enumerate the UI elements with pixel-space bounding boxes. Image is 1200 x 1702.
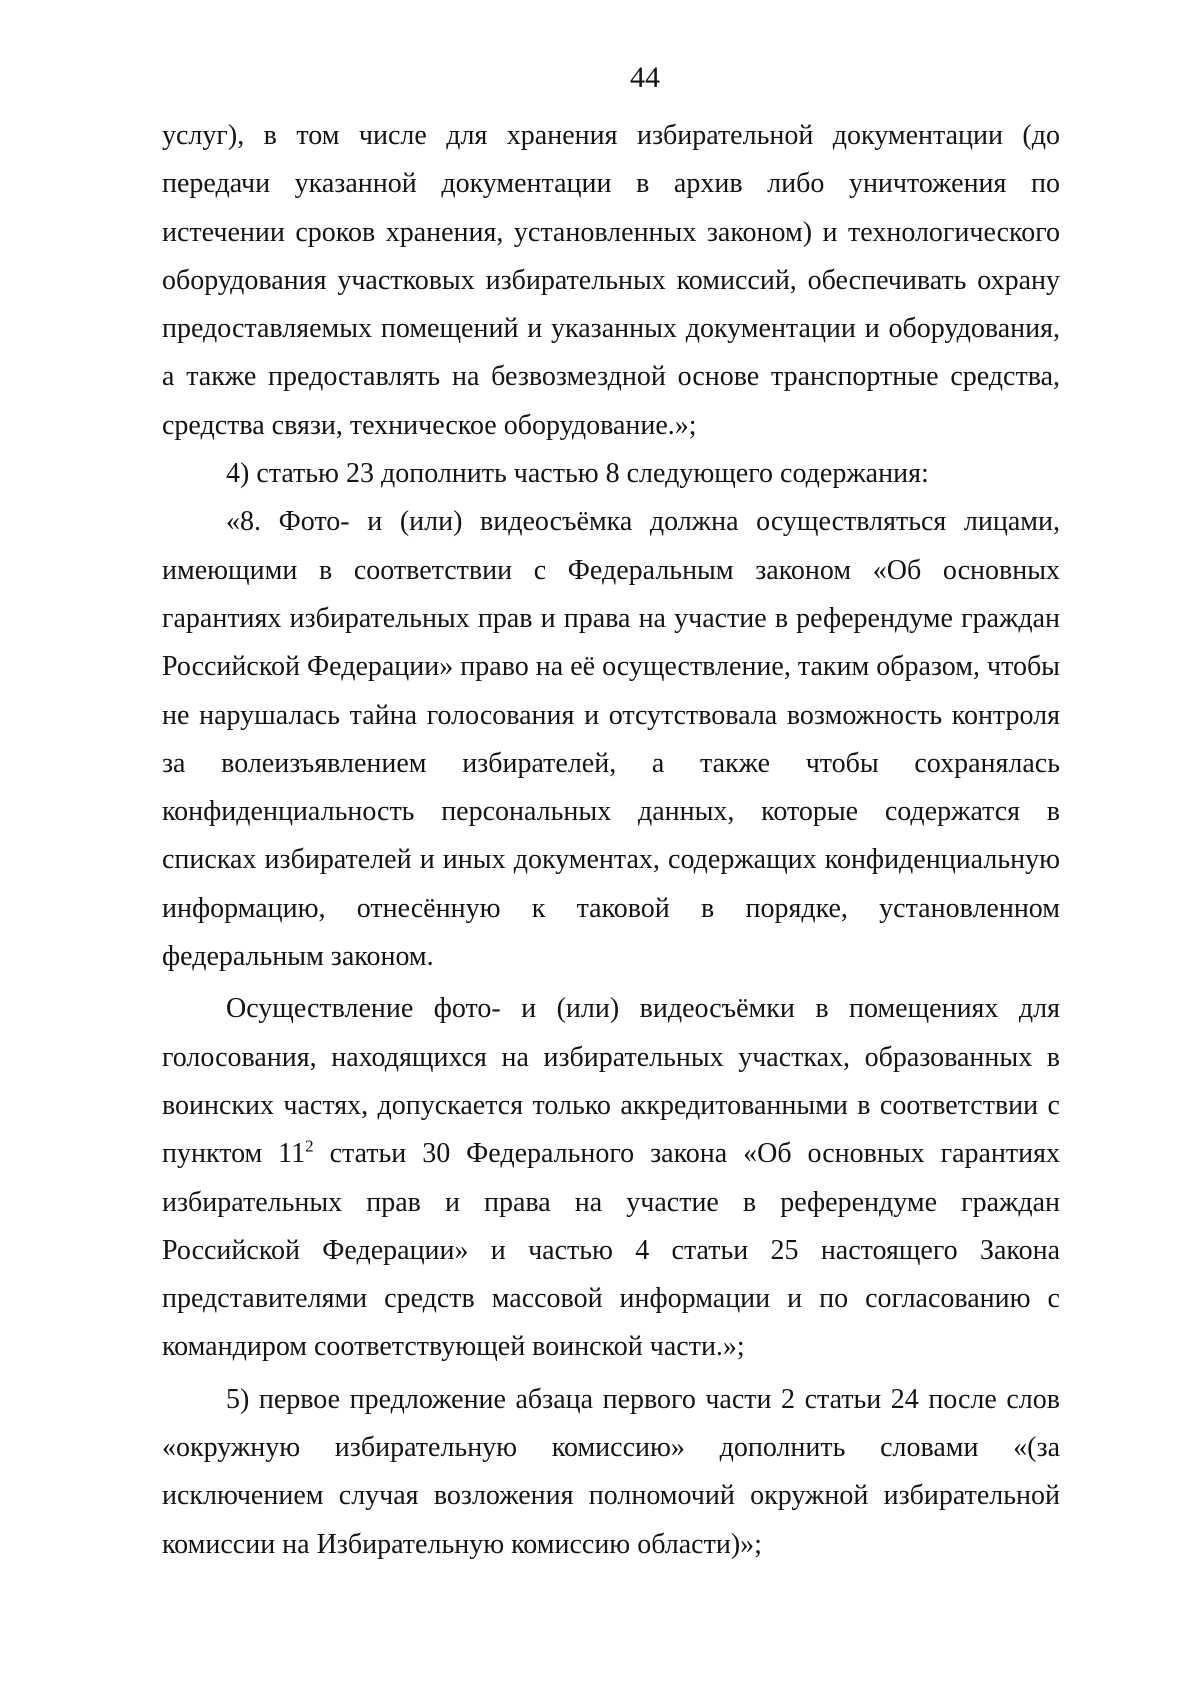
page-number: 44 <box>630 61 660 94</box>
paragraph-photo-video-text-after: статьи 30 Федерального закона «Об основных гарантиях избирательных прав и права на участие в референдуме граждан Российской Федерации» и частью 4 статьи 25 настоящего Закона представителями средств массовой информации и по согласованию с командиром соответствующей воинской части.»; <box>162 1138 1061 1363</box>
paragraph-photo-video-text-before: Осуществление фото- и (или) видеосъёмки в помещениях для голосования, находящихся на избирательных участках, образованных в воинских частях, допускается только аккредитованными в соответствии с пунктом 11 <box>162 993 1060 1170</box>
paragraph-part-8: «8. Фото- и (или) видеосъёмка должна осуществляться лицами, имеющими в соответствии с Федеральным законом «Об основных гарантиях избирательных прав и права на участие в референдуме граждан Российской Федерации» право на её осуществление, таким образом, чтобы не нарушалась тайна голосования и отсутствовала возможность контроля за волеизъявлением избирателей, а также чтобы сохранялась конфиденциальность персональных данных, которые содержатся в списках избирателей и иных документах, содержащих конфиденциальную информацию, отнесённую к таковой в порядке, установленном федеральным законом. <box>162 506 1060 973</box>
paragraph-item-4: 4) статью 23 дополнить частью 8 следующего содержания: <box>226 458 929 490</box>
paragraph-photo-video <box>162 985 1060 1371</box>
paragraph-continuation: услуг), в том числе для хранения избирательной документации (до передачи указанной документации в архив либо уничтожения по истечении сроков хранения, установленных законом) и технологического оборудования участковых избирательных комиссий, обеспечивать охрану предоставляемых помещений и указанных документации и оборудования, а также предоставлять на безвозмездной основе транспортные средства, средства связи, техническое оборудование.»; <box>162 120 1060 441</box>
superscript-index: 2 <box>305 1136 314 1156</box>
document-body <box>162 112 1060 1569</box>
paragraph-item-5: 5) первое предложение абзаца первого части 2 статьи 24 после слов «окружную избирательную комиссию» дополнить словами «(за исключением случая возложения полномочий окружной избирательной комиссии на Избирательную комиссию области)»; <box>162 1383 1060 1560</box>
